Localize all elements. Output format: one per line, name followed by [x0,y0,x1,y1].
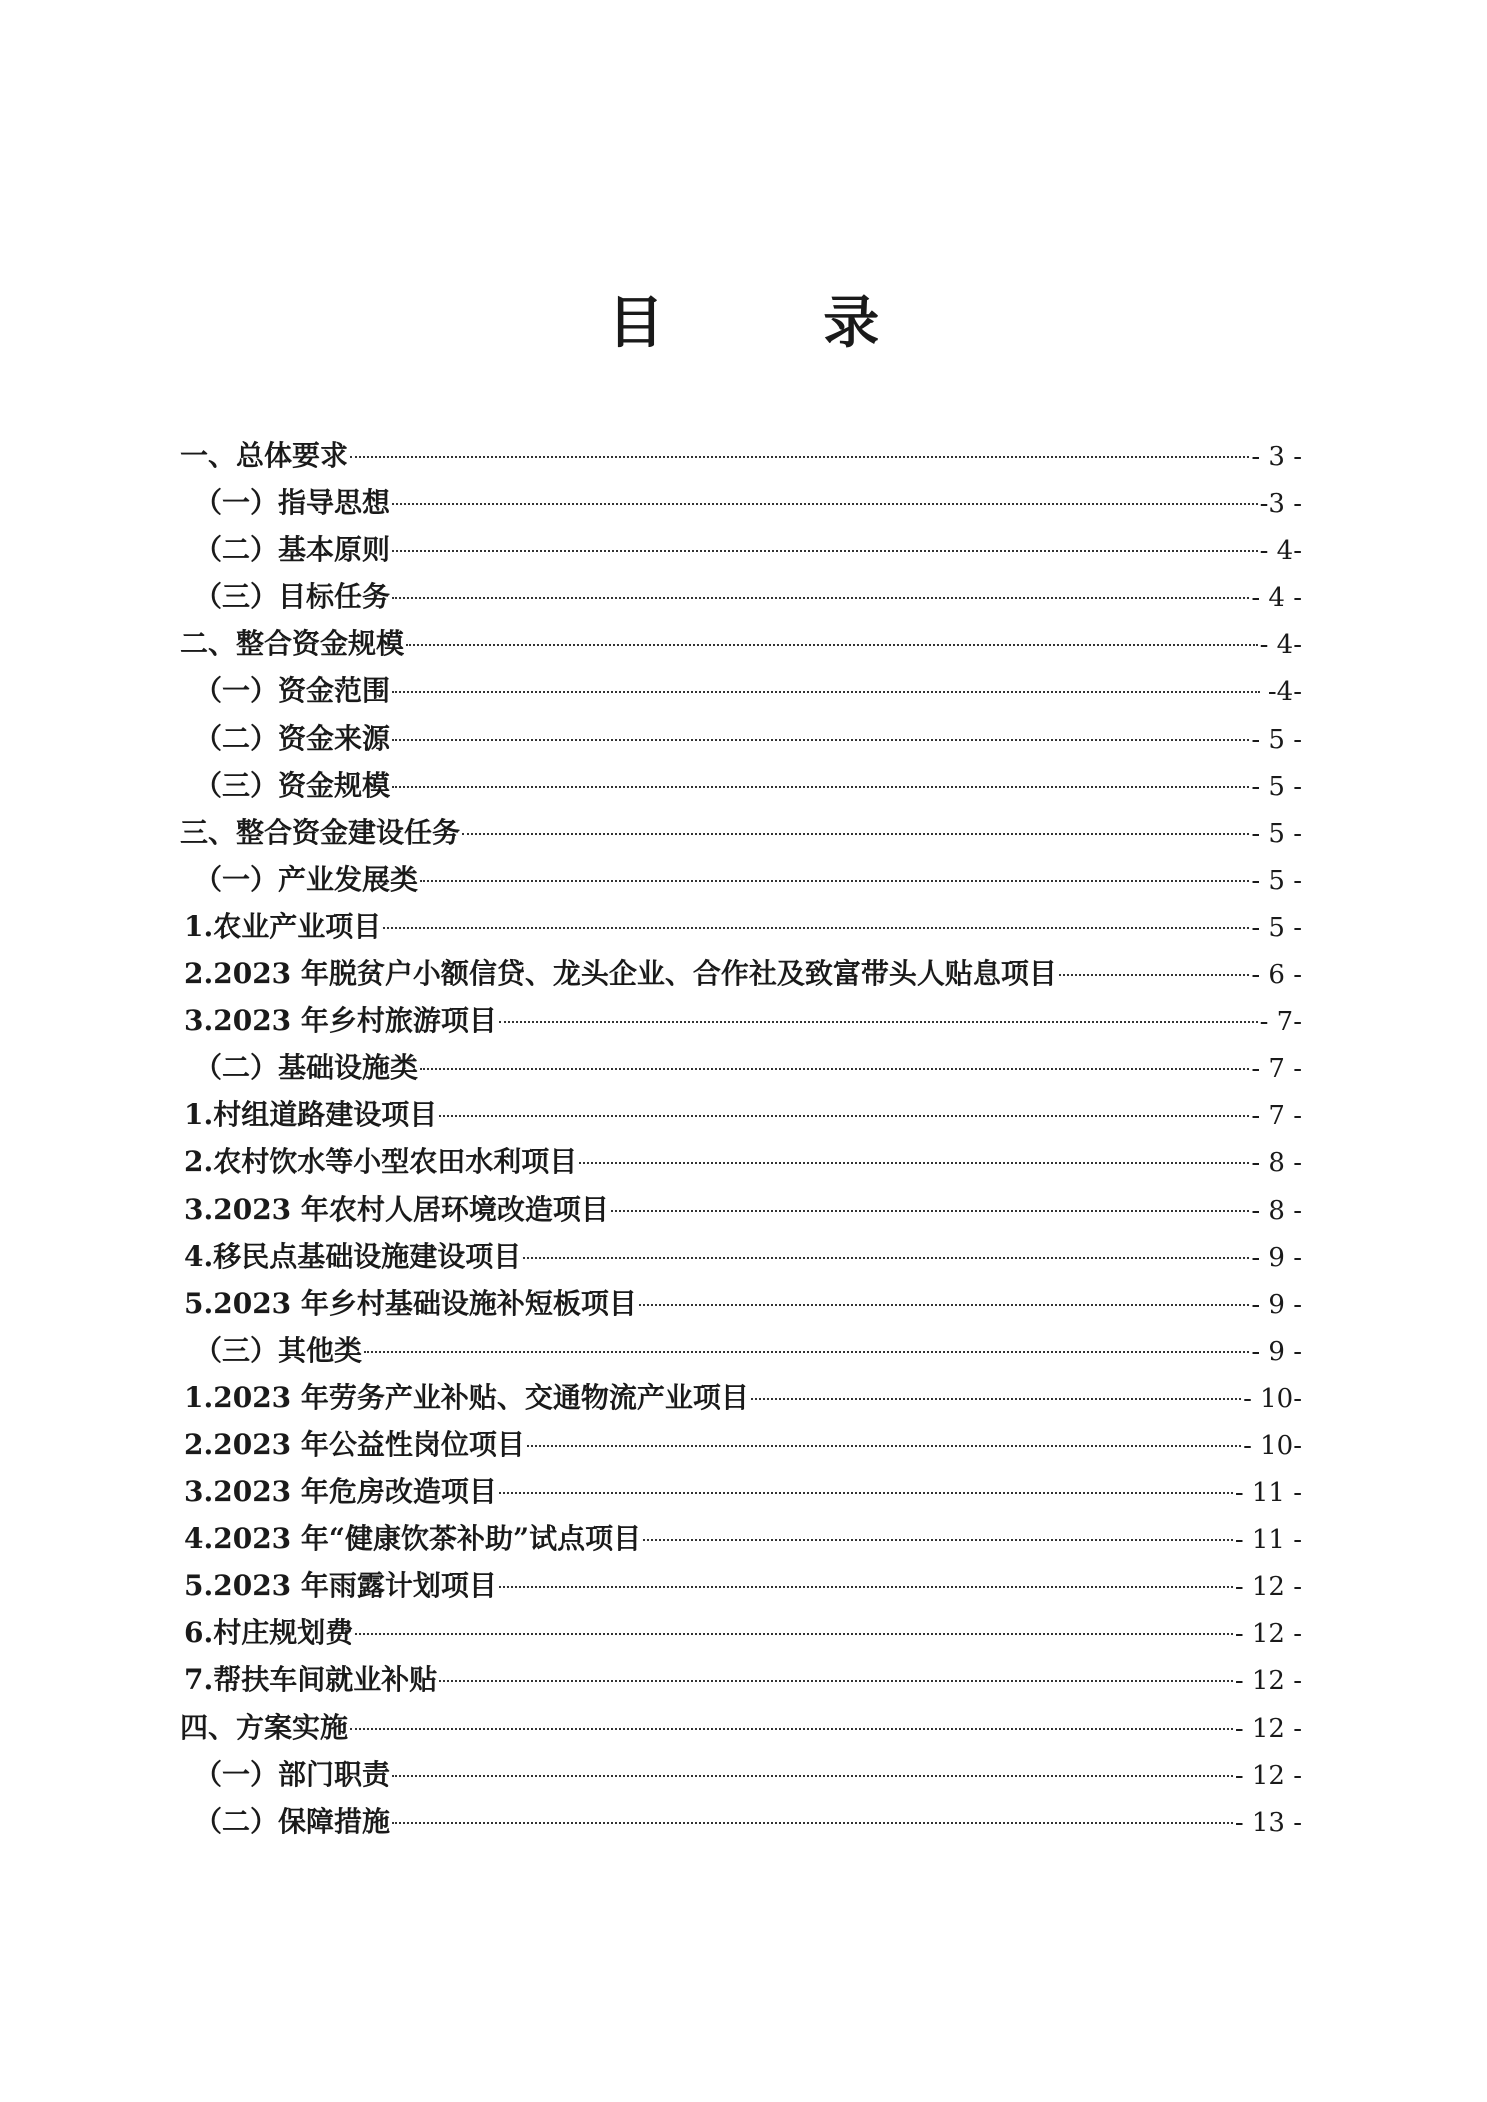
toc-entry-page: - 5 - [1251,818,1302,849]
toc-entry-page: - 3 - [1251,442,1302,472]
toc-entry-label: 4.移民点基础设施建设项目 [184,1239,522,1273]
toc-entry[interactable] [180,1798,1302,1845]
dot-leader [392,739,1249,741]
toc-entry[interactable] [180,573,1302,620]
toc-entry-page: - 12 - [1234,1713,1302,1744]
toc-entry[interactable] [180,1138,1302,1185]
toc-entry-label: 1.村组道路建设项目 [184,1098,438,1132]
toc-entry-label: 3.2023 年农村人居环境改造项目 [184,1192,609,1226]
toc-entry-page: - 8 - [1251,1148,1302,1179]
toc-entry[interactable] [180,432,1302,479]
toc-entry-label: 四、方案实施 [180,1710,349,1744]
toc-entry-label: 3.2023 年危房改造项目 [184,1475,497,1509]
toc-entry-page: - 12 - [1234,1619,1302,1650]
toc-entry-label: （一）资金范围 [194,674,391,708]
table-of-contents [180,432,1302,1845]
toc-entry[interactable] [180,950,1302,997]
toc-entry-page: - 5 - [1251,724,1302,755]
toc-entry-page: - 5 - [1251,865,1302,896]
toc-entry-label: （三）资金规模 [194,768,391,802]
toc-entry-page: - 10- [1243,1430,1302,1461]
toc-entry-page: - 12 - [1234,1666,1302,1697]
toc-entry-page: - 7 - [1251,1101,1302,1132]
dot-leader [499,1021,1258,1023]
toc-entry[interactable] [180,1280,1302,1327]
dot-leader [499,1492,1233,1494]
toc-entry[interactable] [180,620,1302,667]
toc-entry-label: （二）保障措施 [194,1804,391,1838]
toc-entry-label: （二）基本原则 [194,533,391,567]
toc-entry[interactable] [180,1374,1302,1421]
toc-entry-page: - 5 - [1251,771,1302,802]
toc-entry[interactable] [180,1609,1302,1656]
toc-entry[interactable] [180,997,1302,1044]
dot-leader [523,1257,1249,1259]
toc-entry[interactable] [180,1421,1302,1468]
toc-entry[interactable] [180,715,1302,762]
dot-leader [643,1539,1233,1541]
toc-entry-page: - 6 - [1251,960,1302,991]
dot-leader [1059,974,1249,976]
toc-entry-page: - 10- [1243,1383,1302,1414]
toc-entry-label: 3.2023 年乡村旅游项目 [184,1004,497,1038]
dot-leader [392,550,1258,552]
toc-entry[interactable] [180,856,1302,903]
page-title: 目 录 [607,290,950,356]
toc-entry-page: - 13 - [1234,1807,1302,1838]
toc-entry-label: 6.村庄规划费 [184,1616,354,1650]
dot-leader [751,1398,1241,1400]
dot-leader [611,1210,1249,1212]
toc-entry[interactable] [180,1562,1302,1609]
toc-entry-label: 1.农业产业项目 [184,909,382,943]
toc-entry[interactable] [180,1751,1302,1798]
toc-entry-page: - 12 - [1234,1572,1302,1603]
toc-entry-label: 5.2023 年雨露计划项目 [184,1569,497,1603]
dot-leader [579,1162,1249,1164]
toc-entry[interactable] [180,809,1302,856]
toc-entry-label: 7.帮扶车间就业补贴 [184,1663,438,1697]
toc-entry[interactable] [180,667,1302,714]
dot-leader [383,927,1249,929]
toc-entry[interactable] [180,1233,1302,1280]
toc-entry-page: -4- [1267,677,1302,708]
toc-entry[interactable] [180,1468,1302,1515]
toc-entry-label: 2.农村饮水等小型农田水利项目 [184,1145,578,1179]
toc-entry[interactable] [180,1704,1302,1751]
toc-entry-page: - 11 - [1234,1525,1302,1556]
toc-entry[interactable] [180,903,1302,950]
toc-entry-page: - 12 - [1234,1760,1302,1791]
toc-entry-label: （三）目标任务 [194,580,391,614]
toc-entry-page: - 11 - [1234,1478,1302,1509]
dot-leader [392,1822,1233,1824]
dot-leader [392,691,1260,693]
dot-leader [364,1351,1249,1353]
toc-entry-page: - 4- [1259,630,1302,661]
toc-entry-page: - 5 - [1251,912,1302,943]
toc-entry[interactable] [180,479,1302,526]
toc-entry-label: 4.2023 年“健康饮茶补助”试点项目 [184,1522,642,1556]
toc-entry[interactable] [180,1186,1302,1233]
toc-entry-label: 2.2023 年脱贫户小额信贷、龙头企业、合作社及致富带头人贴息项目 [184,957,1057,991]
toc-entry[interactable] [180,762,1302,809]
toc-entry[interactable] [180,1091,1302,1138]
dot-leader [392,1775,1233,1777]
toc-entry-label: （一）产业发展类 [194,862,419,896]
toc-entry-page: - 9 - [1251,1289,1302,1320]
dot-leader [527,1445,1241,1447]
toc-entry-label: （三）其他类 [194,1333,363,1367]
toc-entry-page: - 4 - [1251,583,1302,614]
toc-entry-page: - 9 - [1251,1336,1302,1367]
dot-leader [439,1680,1233,1682]
dot-leader [355,1633,1233,1635]
dot-leader [420,880,1249,882]
toc-entry-page: - 8 - [1251,1195,1302,1226]
dot-leader [392,786,1249,788]
dot-leader [499,1586,1233,1588]
toc-entry-page: -3 - [1259,489,1302,520]
toc-entry-page: - 7 - [1251,1054,1302,1085]
toc-entry-label: 二、整合资金规模 [180,627,405,661]
toc-entry-label: 1.2023 年劳务产业补贴、交通物流产业项目 [184,1380,749,1414]
dot-leader [392,503,1258,505]
toc-entry-label: （一）指导思想 [194,486,391,520]
toc-entry-label: 三、整合资金建设任务 [180,815,461,849]
dot-leader [462,833,1249,835]
toc-entry[interactable] [180,526,1302,573]
toc-entry-page: - 7- [1259,1007,1302,1038]
dot-leader [406,644,1258,646]
dot-leader [420,1068,1249,1070]
toc-entry[interactable] [180,1515,1302,1562]
toc-entry-page: - 4- [1259,536,1302,567]
toc-entry-page: - 9 - [1251,1242,1302,1273]
toc-entry-label: （二）资金来源 [194,721,391,755]
dot-leader [639,1304,1249,1306]
toc-entry[interactable] [180,1327,1302,1374]
dot-leader [350,456,1249,458]
toc-entry[interactable] [180,1044,1302,1091]
dot-leader [439,1115,1249,1117]
toc-entry-label: （二）基础设施类 [194,1051,419,1085]
toc-entry[interactable] [180,1656,1302,1703]
dot-leader [392,597,1249,599]
toc-entry-label: 2.2023 年公益性岗位项目 [184,1427,525,1461]
toc-entry-label: （一）部门职责 [194,1757,391,1791]
toc-entry-label: 5.2023 年乡村基础设施补短板项目 [184,1286,637,1320]
toc-entry-label: 一、总体要求 [180,439,349,472]
dot-leader [350,1728,1233,1730]
